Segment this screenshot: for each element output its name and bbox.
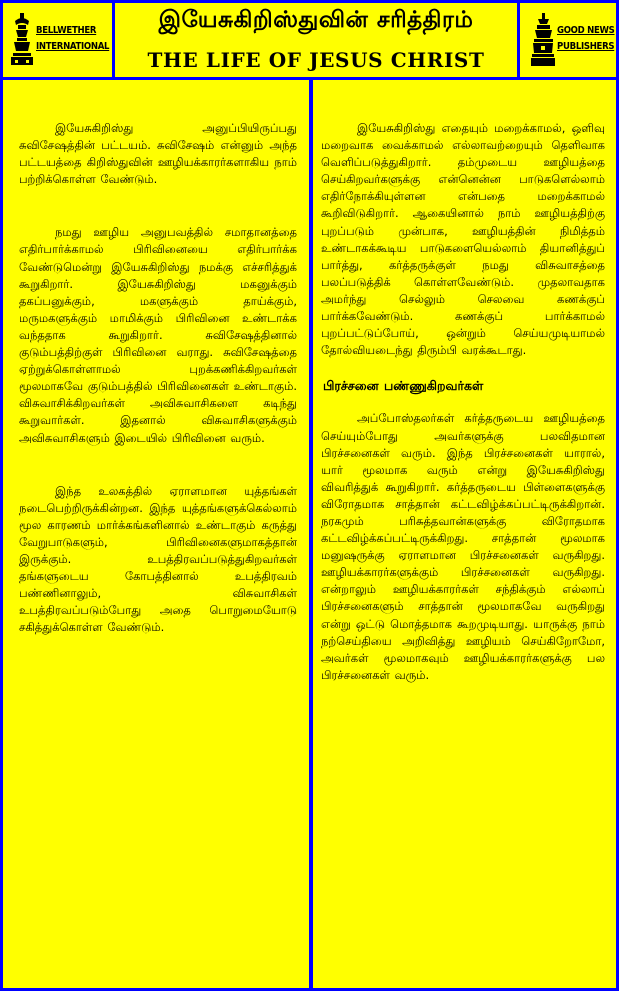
right-column [313,80,616,988]
logo-line-1: GOOD NEWS [557,25,615,36]
bellwether-logo-panel [3,3,112,77]
good-news-logo-panel [520,3,616,77]
section-heading: பிரச்சனை பண்ணுகிறவர்கள் [323,378,484,394]
right-column-text [321,120,605,720]
paragraph: நமது ஊழிய அனுபவத்தில் சமாதானத்தை எதிர்பார்க்காமல் பிரிவினையை எதிர்பார்க்க வேண்டுமென்று இயேசுகிறிஸ்து நமக்கு எச்சரித்துக் கூறுகிறார். இயேசுகிறிஸ்து மகனுக்கும் தகப்பனுக்கும், மகளுக்கும் தாய்க்கும், மருமகளுக்கும் மாமிக்கும் பிரிவினை உண்டாக்க வந்ததாக கூறுகிறார். சுவிசேஷத்தினால் குடும்பத்திற்குள் பிரிவினை வராது. சுவிசேஷத்தை ஏற்றுக்கொள்ளாமல் புறக்கணிக்கிறவர்கள் மூலமாகவே குடும்பத்தில் பிரிவினைகள் உண்டாகும். விசுவாசிக்கிறவர்கள் அவிசுவாசிகளை கடிந்து கூறுவார்கள். இதனால் விசுவாசிகளுக்கும் அவிசுவாசிகளும் இடையில் பிரிவினை வரும். [19,225,297,445]
logo-line-2: INTERNATIONAL [36,41,110,52]
bellwether-ram-icon [9,11,35,67]
bellwether-logo-text [36,23,109,55]
book-stack-icon [530,11,556,67]
page-title-tamil: இயேசுகிறிஸ்துவின் சரித்திரம் [158,7,474,33]
good-news-logo-text [557,23,615,55]
page-title-english: THE LIFE OF JESUS CHRIST [147,48,485,72]
logo-line-1: BELLWETHER [36,25,97,36]
left-column [3,80,309,988]
paragraph: இயேசுகிறிஸ்து எதையும் மறைக்காமல், ஒளிவு மறைவாக வைக்காமல் எல்லாவற்றையும் தெளிவாக வெளிப்படுத்துகிறார். தம்முடைய ஊழியத்தை செய்கிறவர்களுக்கு என்னென்ன பாடுகளெல்லாம் எதிர்நோக்கியுள்ளன என்பதை மறைக்காமல் கூறிவிடுகிறார். ஆகையினால் நாம் ஊழியத்திற்கு புறப்படும் முன்பாக, ஊழியத்தின் நிமித்தம் உண்டாகக்கூடிய பாடுகளையெல்லாம் தியானித்துப் பார்த்து, கர்த்தருக்குள் நமது விசுவாசத்தை பலப்படுத்திக் கொள்ளவேண்டும். முதலாவதாக அமர்ந்து செல்லும் செலவை கணக்குப் பார்க்கவேண்டும். கணக்குப் பார்க்காமல் புறப்பட்டுப்போய், ஒன்றும் செய்யமுடியாமல் தோல்வியடைந்து திரும்பி வரக்கூடாது. [321,121,605,358]
paragraph: அப்போஸ்தலர்கள் கர்த்தருடைய ஊழியத்தை செய்யும்போது அவர்களுக்கு பலவிதமான பிரச்சனைகள் வரும். இந்த பிரச்சனைகள் யாரால், யார் மூலமாக வரும் என்று இயேசுகிறிஸ்து விவரித்துக் கூறுகிறார். கர்த்தருடைய பிள்ளைகளுக்கு விரோதமாக சாத்தான் கட்டவிழ்க்கப்பட்டிருக்கிறான். நரகமும் பரிசுத்தவான்களுக்கு விரோதமாக கட்டவிழ்க்கப்பட்டிருக்கிறது. சாத்தான் மூலமாக மனுஷருக்கு ஏராளமான பிரச்சனைகள் வருகிறது. ஊழியக்காரர்களுக்கும் பிரச்சனைகள் வருகிறது. என்றாலும் ஊழியக்காரர்கள் சந்திக்கும் எல்லாப் பிரச்சனைகளும் சாத்தான் மூலமாகவே வருகிறது என்று ஒட்டு மொத்தமாக கூறமுடியாது. யாருக்கு நாம் நற்செய்தியை அறிவித்து ஊழியம் செய்கிறோமோ, அவர்கள் மூலமாகவும் ஊழியக்காரர்களுக்கு பல பிரச்சனைகள் வரும். [321,411,605,682]
left-column-text [19,120,297,672]
paragraph: இயேசுகிறிஸ்து அனுப்பியிருப்பது சுவிசேஷத்தின் பட்டயம். சுவிசேஷம் என்னும் அந்த பட்டயத்தை கிறிஸ்துவின் ஊழியக்காரர்களாகிய நாம் பற்றிக்கொள்ள வேண்டும். [19,121,297,187]
logo-line-2: PUBLISHERS [557,41,615,52]
title-panel [115,3,517,77]
paragraph: இந்த உலகத்தில் ஏராளமான யுத்தங்கள் நடைபெற்றிருக்கின்றன. இந்த யுத்தங்களுக்கெல்லாம் மூல காரணம் மார்க்கங்களினால் உண்டாகும் கருத்து வேறுபாடுகளும், பிரிவினைகளுமாகத்தான் இருக்கும். உபத்திரவப்படுத்துகிறவர்கள் தங்களுடைய கோபத்தினால் உபத்திரவம் பண்ணினாலும், விசுவாசிகள் உபத்திரவப்படும்போது அதை பொறுமையோடு சகித்துக்கொள்ள வேண்டும். [19,483,297,635]
